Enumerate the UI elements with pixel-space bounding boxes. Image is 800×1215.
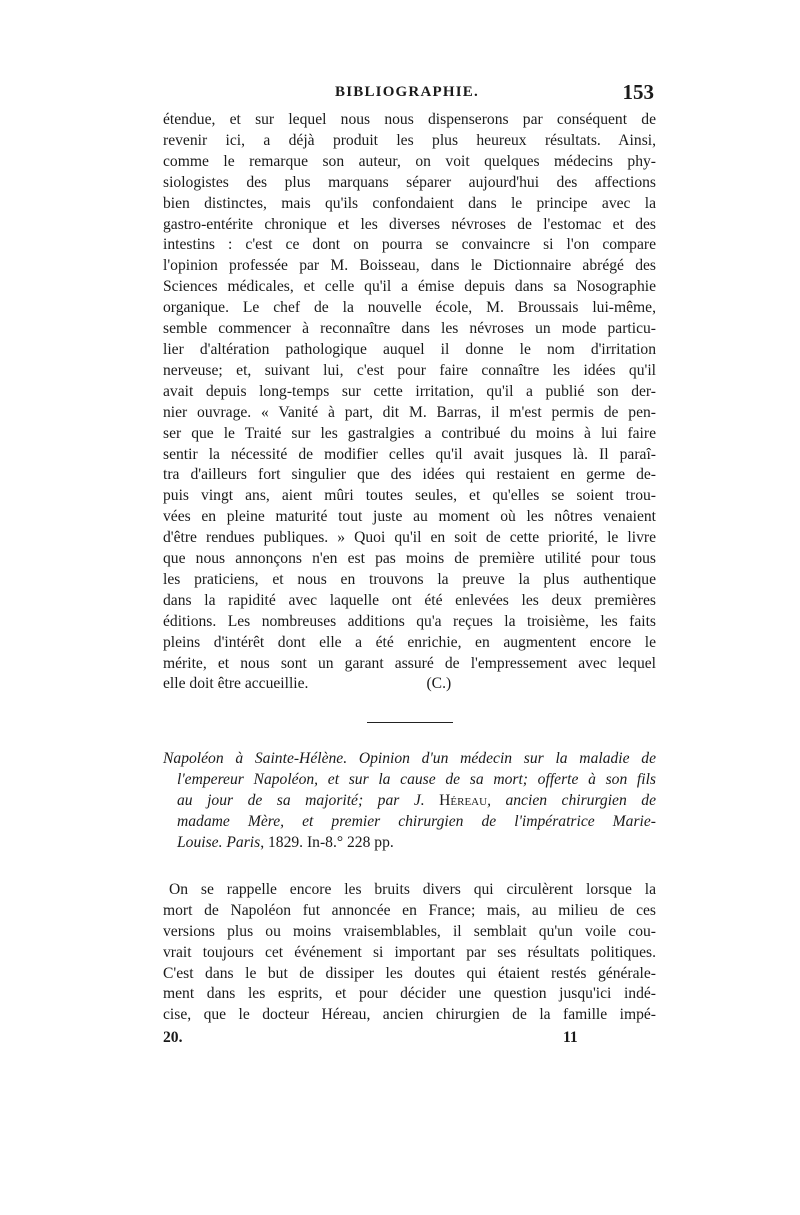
entry-line: madame Mère, et premier chirurgien de l'impératrice Marie- — [177, 813, 656, 831]
entry-line — [163, 791, 656, 812]
text-line: éditions. Les nombreuses additions qu'a reçues la troisième, les faits — [163, 612, 656, 630]
text-line: puis vingt ans, aient mûri toutes seules, et qu'elles se soient trou- — [163, 487, 656, 505]
text-line: Sciences médicales, et celle qu'il a émise depuis dans sa Nosographie — [163, 278, 656, 296]
text-line: dans la rapidité avec laquelle ont été enlevées les deux premières — [163, 591, 656, 609]
section-divider — [367, 722, 453, 723]
page-number: 153 — [622, 80, 654, 104]
text-line: intestins : c'est ce dont on pourra se convaincre si l'on compare — [163, 236, 656, 254]
running-head — [163, 80, 656, 110]
text-line: ment dans les esprits, et pour décider une question jusqu'ici indé- — [163, 985, 656, 1003]
text-line: cise, que le docteur Héreau, ancien chirurgien de la famille impé- — [163, 1006, 656, 1024]
text-line: que nous annonçons n'en est pas moins de première utilité pour tous — [163, 550, 656, 568]
text-line: pleins d'intérêt dont elle a été enrichie, en augmentent encore le — [163, 633, 656, 651]
entry-line-rest: , ancien chirurgien de — [487, 792, 656, 810]
text-line: mérite, et nous sont un garant assuré de l'empressement avec lequel — [163, 654, 656, 672]
text-line: ser que le Traité sur les gastralgies a contribué du moins à lui faire — [163, 424, 656, 442]
text-line: gastro-entérite chronique et les diverses névroses de l'estomac et des — [163, 215, 656, 233]
book-page — [163, 80, 656, 1053]
text-line: revenir ici, a déjà produit les plus heureux résultats. Ainsi, — [163, 131, 656, 149]
paragraph-review-start — [163, 880, 656, 1026]
text-line: On se rappelle encore les bruits divers qui circulèrent lorsque la — [169, 880, 656, 898]
text-line: C'est dans le but de dissiper les doutes qui étaient restés générale- — [163, 964, 656, 982]
entry-imprint: , 1829. In-8.° 228 pp. — [260, 834, 394, 851]
text-line: nerveuse; et, suivant lui, c'est pour faire connaître les idées qu'il — [163, 361, 656, 379]
reviewer-signature: (C.) — [426, 675, 452, 693]
text-line: lier d'altération pathologique auquel il donne le nom d'irritation — [163, 340, 656, 358]
author-name: Héreau — [439, 792, 488, 810]
text-line: les praticiens, et nous en trouvons la preuve la plus authentique — [163, 570, 656, 588]
text-line: sentir la nécessité de modifier celles qu'il avait jusques là. Il paraî- — [163, 445, 656, 463]
text-line: bien distinctes, mais qu'ils confondaient dans le principe avec la — [163, 194, 656, 212]
text-line: vées en pleine maturité tout juste au moment où les nôtres venaient — [163, 508, 656, 526]
entry-line-last — [163, 833, 656, 854]
text-line: étendue, et sur lequel nous nous dispenserons par conséquent de — [163, 111, 656, 128]
entry-line: Napoléon à Sainte-Hélène. Opinion d'un médecin sur la maladie de — [163, 750, 656, 768]
text-line: siologistes des plus marquans séparer aujourd'hui des affections — [163, 173, 656, 191]
entry-place: Louise. Paris — [177, 834, 261, 851]
signature-marks — [163, 1027, 656, 1053]
text-line: semble commencer à reconnaître dans les névroses un mode particu- — [163, 320, 656, 338]
entry-line-start: au jour de sa majorité; par J. — [177, 792, 425, 810]
volume-signature: 20. — [163, 1029, 183, 1047]
text-line: mort de Napoléon fut annoncée en France; mais, au milieu de ces — [163, 901, 656, 919]
text-line: d'être rendues publiques. » Quoi qu'il en soit de cette priorité, le livre — [163, 529, 656, 547]
text-line: organique. Le chef de la nouvelle école, M. Broussais lui-même, — [163, 299, 656, 317]
text-line: versions plus ou moins vraisemblables, il semblait qu'un voile cou- — [163, 922, 656, 940]
text-line-last — [163, 674, 656, 695]
text-line: l'opinion professée par M. Boisseau, dans le Dictionnaire abrégé des — [163, 257, 656, 275]
text-line: comme le remarque son auteur, on voit quelques médecins phy- — [163, 152, 656, 170]
text-line: vrait toujours cet événement si important par ses résultats politiques. — [163, 943, 656, 961]
entry-line: l'empereur Napoléon, et sur la cause de sa mort; offerte à son fils — [177, 771, 656, 789]
text-line: nier ouvrage. « Vanité à part, dit M. Barras, il m'est permis de pen- — [163, 403, 656, 421]
text-line: avait depuis long-temps sur cette irritation, qu'il a publié son der- — [163, 382, 656, 400]
text-line: tra d'ailleurs fort singulier que des idées qui restaient en germe de- — [163, 466, 656, 484]
paragraph-review-conclusion — [163, 110, 656, 695]
last-line-text: elle doit être accueillie. — [163, 675, 309, 693]
gathering-signature: 11 — [563, 1029, 578, 1047]
bibliographic-entry — [163, 749, 656, 854]
running-title: BIBLIOGRAPHIE. — [335, 84, 479, 100]
